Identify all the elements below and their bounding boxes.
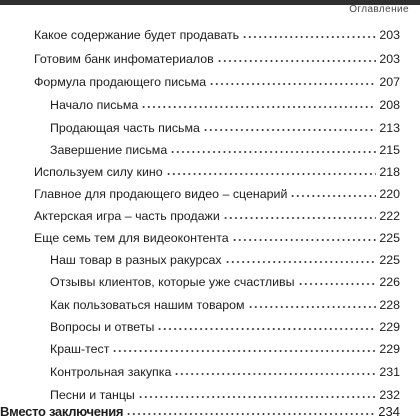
toc-entry-title: Краш-тест (50, 341, 110, 356)
toc-entry-page-number: 229 (379, 319, 400, 334)
toc-entry-page-number: 234 (378, 404, 400, 419)
dot-leader (166, 172, 377, 176)
toc-entry[interactable] (50, 136, 400, 156)
toc-entry[interactable] (34, 158, 400, 178)
toc-entry-title: Отзывы клиентов, которые уже счастливы (50, 274, 295, 289)
toc-entry[interactable] (34, 224, 400, 244)
toc-entry[interactable] (50, 268, 400, 288)
toc-entry-page-number: 225 (379, 230, 400, 245)
toc-entry-title: Еще семь тем для видеоконтента (34, 230, 229, 245)
toc-entry-page-number: 228 (379, 297, 400, 312)
dot-leader (298, 282, 377, 286)
dot-leader (223, 216, 377, 220)
dot-leader (209, 82, 376, 86)
toc-entry-page-number: 213 (379, 120, 400, 135)
dot-leader (141, 105, 376, 109)
toc-entry-title: Песни и танцы (50, 387, 135, 402)
dot-leader (126, 412, 375, 416)
toc-entry-title: Наш товар в разных ракурсах (50, 252, 222, 267)
toc-entry[interactable] (0, 398, 400, 418)
dot-leader (242, 35, 376, 39)
dot-leader (217, 59, 377, 63)
toc-entry-page-number: 225 (379, 252, 400, 267)
toc-entry-title: Вместо заключения (0, 404, 124, 419)
toc-entry-page-number: 231 (379, 364, 400, 379)
toc-entry-title: Используем силу кино (34, 164, 163, 179)
toc-entry-title: Готовим банк инфоматериалов (34, 51, 214, 66)
toc-entry[interactable] (34, 68, 400, 88)
toc-entry-page-number: 222 (379, 208, 400, 223)
toc-entry[interactable] (50, 114, 400, 134)
dot-leader (112, 349, 376, 353)
toc-entry-title: Контрольная закупка (50, 364, 172, 379)
dot-leader (174, 372, 376, 376)
toc-entry-page-number: 208 (379, 97, 400, 112)
toc-entry-title: Актерская игра – часть продажи (34, 208, 220, 223)
toc-entry[interactable] (50, 358, 400, 378)
dot-leader (170, 150, 376, 154)
toc-entry-title: Как пользоваться нашим товаром (50, 297, 245, 312)
toc-entry-title: Главное для продающего видео – сценарий (34, 186, 288, 201)
dot-leader (290, 194, 376, 198)
dot-leader (248, 305, 377, 309)
toc-entry[interactable] (50, 313, 400, 333)
toc-entry[interactable] (34, 45, 400, 65)
toc-entry-page-number: 229 (379, 341, 400, 356)
toc-entry-page-number: 220 (379, 186, 400, 201)
toc-entry-page-number: 232 (379, 387, 400, 402)
toc-entry-page-number: 207 (379, 74, 400, 89)
toc-entry[interactable] (50, 291, 400, 311)
toc-entry-title: Вопросы и ответы (50, 319, 155, 334)
toc-entry[interactable] (50, 246, 400, 266)
toc-entry[interactable] (34, 21, 400, 41)
toc-entry[interactable] (50, 335, 400, 355)
toc-entry-page-number: 218 (379, 164, 400, 179)
toc-entry-page-number: 215 (379, 142, 400, 157)
dot-leader (232, 238, 377, 242)
toc-entry-title: Начало письма (50, 97, 139, 112)
toc-entry[interactable] (34, 202, 400, 222)
toc-entry-title: Формула продающего письма (34, 74, 207, 89)
toc-entry[interactable] (50, 91, 400, 111)
dot-leader (157, 327, 376, 331)
toc-entry-page-number: 226 (379, 274, 400, 289)
toc-entry-title: Какое содержание будет продавать (34, 27, 240, 42)
dot-leader (203, 128, 376, 132)
dot-leader (225, 260, 377, 264)
toc-entry-title: Продающая часть письма (50, 120, 200, 135)
toc-entry-page-number: 203 (379, 51, 400, 66)
toc-entry-page-number: 203 (379, 27, 400, 42)
toc-entry[interactable] (34, 180, 400, 200)
toc-entry-title: Завершение письма (50, 142, 168, 157)
running-head: Оглавление (349, 4, 409, 15)
